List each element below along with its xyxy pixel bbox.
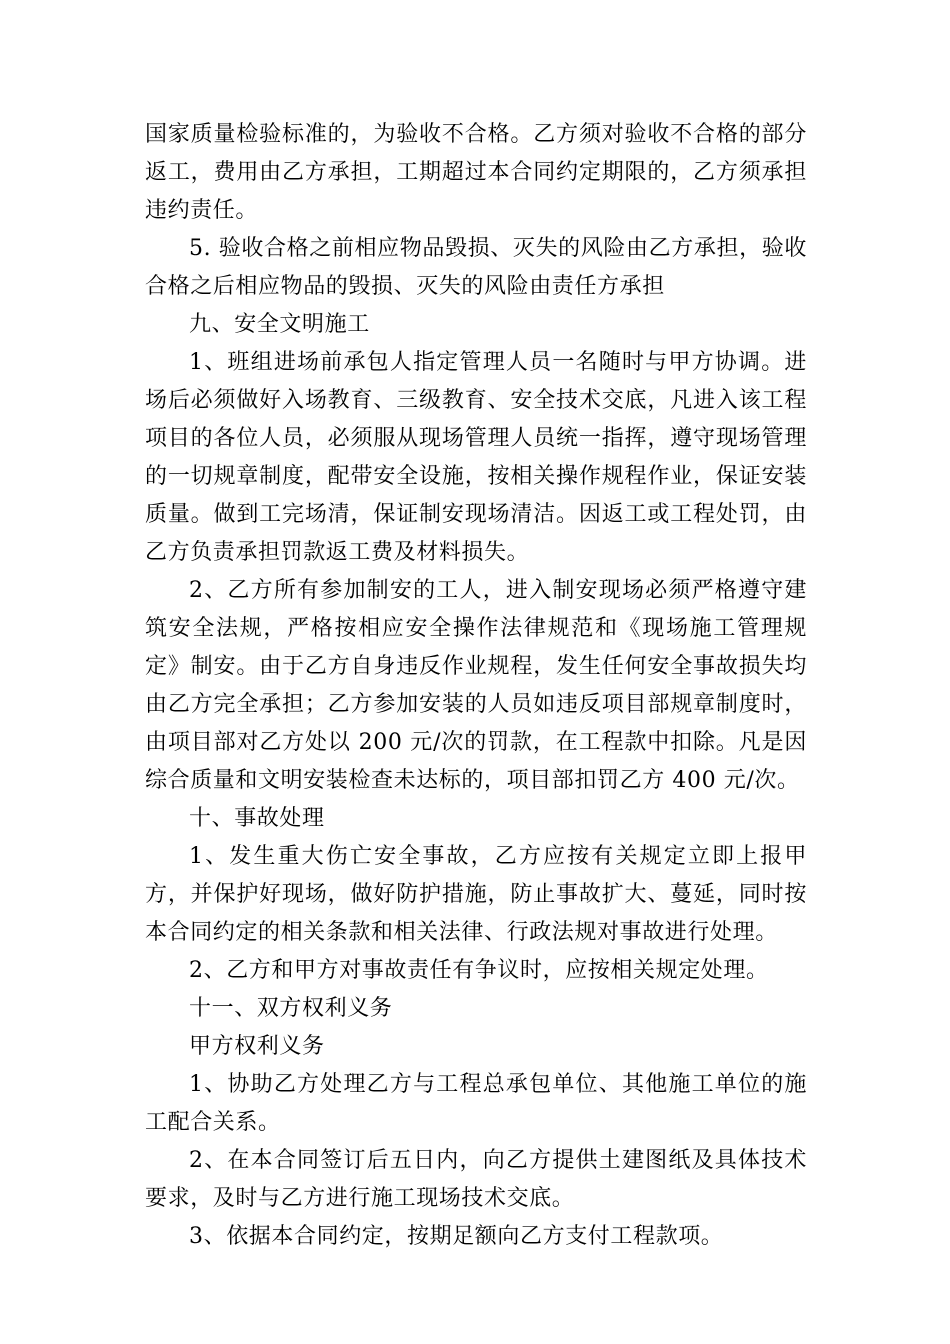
section-heading-safety: 九、安全文明施工 — [189, 312, 370, 337]
section-heading-accident: 十、事故处理 — [189, 806, 325, 831]
section-heading-rights: 十一、双方权利义务 — [189, 996, 393, 1021]
paragraph-acceptance-failure: 国家质量检验标准的，为验收不合格。乙方须对验收不合格的部分返工，费用由乙方承担，工期超过本合同约定期限的，乙方须承担违约责任。 — [145, 122, 807, 223]
document-body — [145, 116, 807, 1256]
paragraph-accident-clause-2: 2、乙方和甲方对事故责任有争议时，应按相关规定处理。 — [189, 958, 769, 983]
paragraph-rights-clause-3: 3、依据本合同约定，按期足额向乙方支付工程款项。 — [189, 1224, 724, 1249]
paragraph-safety-clause-1: 1、班组进场前承包人指定管理人员一名随时与甲方协调。进场后必须做好入场教育、三级教育、安全技术交底，凡进入该工程项目的各位人员，必须服从现场管理人员统一指挥，遵守现场管理的一切规章制度，配带安全设施，按相关操作规程作业，保证安装质量。做到工完场清，保证制安现场清洁。因返工或工程处罚，由乙方负责承担罚款返工费及材料损失。 — [145, 350, 807, 565]
paragraph-rights-clause-1: 1、协助乙方处理乙方与工程总承包单位、其他施工单位的施工配合关系。 — [145, 1072, 807, 1135]
paragraph-accident-clause-1: 1、发生重大伤亡安全事故，乙方应按有关规定立即上报甲方，并保护好现场，做好防护措施，防止事故扩大、蔓延，同时按本合同约定的相关条款和相关法律、行政法规对事故进行处理。 — [145, 844, 807, 945]
paragraph-risk-transfer: 5. 验收合格之前相应物品毁损、灭失的风险由乙方承担，验收合格之后相应物品的毁损、灭失的风险由责任方承担 — [145, 236, 807, 299]
subheading-party-a-rights: 甲方权利义务 — [189, 1034, 325, 1059]
paragraph-safety-clause-2: 2、乙方所有参加制安的工人，进入制安现场必须严格遵守建筑安全法规，严格按相应安全操作法律规范和《现场施工管理规定》制安。由于乙方自身违反作业规程，发生任何安全事故损失均由乙方完全承担；乙方参加安装的人员如违反项目部规章制度时，由项目部对乙方处以 200 元/次的罚款，在工程款中扣除。凡是因综合质量和文明安装检查未达标的，项目部扣罚乙方 400 元/次。 — [145, 578, 807, 793]
paragraph-rights-clause-2: 2、在本合同签订后五日内，向乙方提供土建图纸及具体技术要求，及时与乙方进行施工现场技术交底。 — [145, 1148, 807, 1211]
